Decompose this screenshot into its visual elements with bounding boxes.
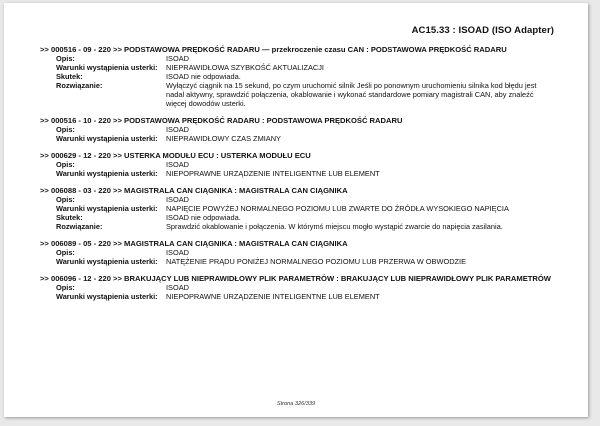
opis-label: Opis: [56,54,75,63]
skutek-label: Skutek: [56,72,83,81]
field-warunki [40,169,560,178]
rozwiazanie-value: Wyłączyć ciągnik na 15 sekund, po czym uruchomić silnik Jeśli po ponownym uruchomieniu silnika kod błędu jest nadal aktywny, sprawdzić połączenia, okablowanie i wykonać standardowe pomiary magistrali CAN, aby znaleźć więcej dowodów usterki. [166,81,537,108]
field-opis [40,54,560,63]
warunki-label: Warunki wystąpienia usterki: [56,292,158,301]
fault-entry [40,186,560,231]
field-warunki [40,204,560,213]
rozwiazanie-label: Rozwiązanie: [56,81,103,90]
field-rozwiazanie [40,222,560,231]
document-page [4,3,588,417]
warunki-label: Warunki wystąpienia usterki: [56,204,158,213]
opis-value: ISOAD [166,195,189,204]
field-opis [40,248,560,257]
field-opis [40,160,560,169]
fault-entry-title: >> 006089 - 05 - 220 >> MAGISTRALA CAN CIĄGNIKA : MAGISTRALA CAN CIĄGNIKA [40,239,348,248]
fault-entry [40,45,560,108]
warunki-label: Warunki wystąpienia usterki: [56,257,158,266]
fault-code-list [40,45,560,309]
opis-label: Opis: [56,195,75,204]
opis-value: ISOAD [166,248,189,257]
opis-label: Opis: [56,283,75,292]
fault-entry-title: >> 006088 - 03 - 220 >> MAGISTRALA CAN CIĄGNIKA : MAGISTRALA CAN CIĄGNIKA [40,186,348,195]
opis-value: ISOAD [166,283,189,292]
warunki-value: NIEPOPRAWNE URZĄDZENIE INTELIGENTNE LUB ELEMENT [166,292,380,301]
fault-entry [40,151,560,178]
warunki-label: Warunki wystąpienia usterki: [56,134,158,143]
fault-entry-title: >> 000516 - 09 - 220 >> PODSTAWOWA PRĘDKOŚĆ RADARU — przekroczenie czasu CAN : PODSTAWOWA PRĘDKOŚĆ RADARU [40,45,507,54]
fault-entry-title: >> 006096 - 12 - 220 >> BRAKUJĄCY LUB NIEPRAWIDŁOWY PLIK PARAMETRÓW : BRAKUJĄCY LUB NIEPRAWIDŁOWY PLIK PARAMETRÓW [40,274,551,283]
opis-label: Opis: [56,125,75,134]
warunki-value: NIEPRAWIDŁOWY CZAS ZMIANY [166,134,281,143]
opis-value: ISOAD [166,125,189,134]
fault-entry [40,116,560,143]
field-warunki [40,257,560,266]
skutek-value: ISOAD nie odpowiada. [166,213,241,222]
warunki-value: NAPIĘCIE POWYŻEJ NORMALNEGO POZIOMU LUB ZWARTE DO ŹRÓDŁA WYSOKIEGO NAPIĘCIA [166,204,509,213]
warunki-label: Warunki wystąpienia usterki: [56,63,158,72]
field-warunki [40,134,560,143]
fault-entry-title: >> 000629 - 12 - 220 >> USTERKA MODUŁU ECU : USTERKA MODUŁU ECU [40,151,311,160]
fault-entry [40,239,560,266]
field-skutek [40,213,560,222]
field-skutek [40,72,560,81]
page-number: Strona 326/339 [276,401,316,407]
opis-value: ISOAD [166,160,189,169]
rozwiazanie-label: Rozwiązanie: [56,222,103,231]
rozwiazanie-value: Sprawdzić okablowanie i połączenia. W którymś miejscu mogło wystąpić zwarcie do napięcia zasilania. [166,222,503,231]
field-warunki [40,292,560,301]
warunki-value: NIEPOPRAWNE URZĄDZENIE INTELIGENTNE LUB ELEMENT [166,169,380,178]
fault-entry-title: >> 000516 - 10 - 220 >> PODSTAWOWA PRĘDKOŚĆ RADARU : PODSTAWOWA PRĘDKOŚĆ RADARU [40,116,403,125]
warunki-label: Warunki wystąpienia usterki: [56,169,158,178]
field-opis [40,283,560,292]
field-rozwiazanie [40,81,560,108]
opis-label: Opis: [56,248,75,257]
warunki-value: NATĘŻENIE PRĄDU PONIŻEJ NORMALNEGO POZIOMU LUB PRZERWA W OBWODZIE [166,257,467,266]
skutek-value: ISOAD nie odpowiada. [166,72,241,81]
field-opis [40,125,560,134]
warunki-value: NIEPRAWIDŁOWA SZYBKOŚĆ AKTUALIZACJI [166,63,324,72]
document-title: AC15.33 : ISOAD (ISO Adapter) [411,25,554,36]
opis-label: Opis: [56,160,75,169]
field-opis [40,195,560,204]
fault-entry [40,274,560,301]
opis-value: ISOAD [166,54,189,63]
field-warunki [40,63,560,72]
skutek-label: Skutek: [56,213,83,222]
